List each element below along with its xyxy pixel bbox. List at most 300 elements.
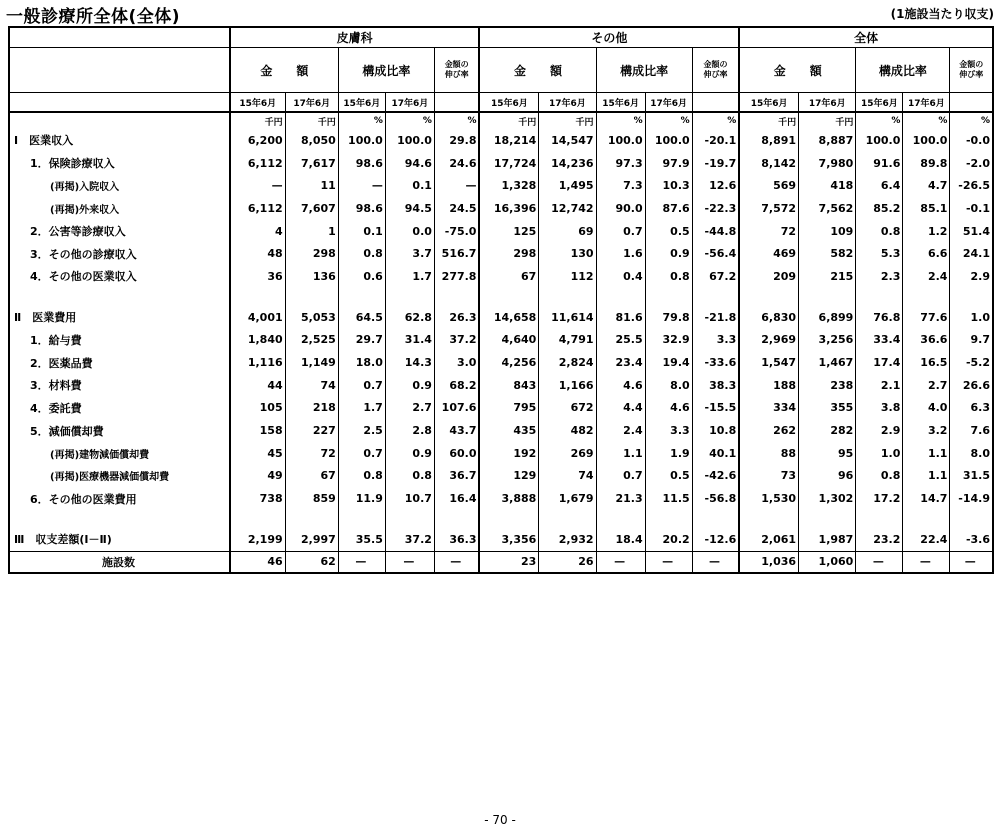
- growth-header-line: 伸び率: [703, 70, 728, 79]
- value-cell: 43.7: [434, 419, 479, 442]
- value-cell: [596, 510, 645, 528]
- value-cell: 24.6: [434, 152, 479, 175]
- value-cell: [230, 510, 285, 528]
- value-cell: 8,050: [285, 129, 338, 152]
- period-header: 15年6月: [739, 93, 798, 113]
- value-cell: 192: [479, 442, 538, 465]
- value-cell: -14.9: [950, 487, 993, 510]
- value-cell: 1.1: [903, 442, 950, 465]
- ratio-header: 構成比率: [596, 48, 692, 93]
- value-cell: 1,840: [230, 329, 285, 352]
- value-cell: [645, 288, 692, 306]
- value-cell: 0.4: [596, 265, 645, 288]
- value-cell: 1: [285, 220, 338, 243]
- corner-cell: [9, 27, 230, 48]
- value-cell: 100.0: [645, 129, 692, 152]
- value-cell: 1.6: [596, 242, 645, 265]
- value-cell: 227: [285, 419, 338, 442]
- value-cell: 18.4: [596, 528, 645, 551]
- value-cell: 100.0: [596, 129, 645, 152]
- value-cell: 4.0: [903, 397, 950, 420]
- value-cell: 29.7: [338, 329, 385, 352]
- value-cell: 0.9: [385, 442, 434, 465]
- value-cell: 6,112: [230, 152, 285, 175]
- value-cell: 469: [739, 242, 798, 265]
- value-cell: [645, 510, 692, 528]
- value-cell: 3,356: [479, 528, 538, 551]
- period-header: 15年6月: [856, 93, 903, 113]
- value-cell: 97.9: [645, 152, 692, 175]
- value-cell: [539, 288, 596, 306]
- value-cell: 85.1: [903, 197, 950, 220]
- value-cell: 9.7: [950, 329, 993, 352]
- value-cell: 98.6: [338, 152, 385, 175]
- value-cell: 8,142: [739, 152, 798, 175]
- value-cell: 7.6: [950, 419, 993, 442]
- page-number: - 70 -: [484, 813, 516, 827]
- income-expense-table: [8, 26, 994, 574]
- value-cell: 136: [285, 265, 338, 288]
- table-row: [9, 242, 993, 265]
- value-cell: 85.2: [856, 197, 903, 220]
- table-row: [9, 329, 993, 352]
- value-cell: 17,724: [479, 152, 538, 175]
- value-cell: 0.7: [596, 465, 645, 488]
- value-cell: 35.5: [338, 528, 385, 551]
- unit-cell: %: [434, 112, 479, 129]
- value-cell: 48: [230, 242, 285, 265]
- value-cell: 6.3: [950, 397, 993, 420]
- value-cell: [799, 288, 856, 306]
- row-label: [9, 288, 230, 306]
- value-cell: 0.9: [645, 242, 692, 265]
- value-cell: 6.6: [903, 242, 950, 265]
- value-cell: 3,256: [799, 329, 856, 352]
- value-cell: —: [434, 174, 479, 197]
- value-cell: 40.1: [692, 442, 739, 465]
- value-cell: 76.8: [856, 306, 903, 329]
- unit-cell: 千円: [539, 112, 596, 129]
- value-cell: 12.6: [692, 174, 739, 197]
- value-cell: 36.3: [434, 528, 479, 551]
- value-cell: 158: [230, 419, 285, 442]
- value-cell: -15.5: [692, 397, 739, 420]
- value-cell: 98.6: [338, 197, 385, 220]
- value-cell: 4.7: [903, 174, 950, 197]
- value-cell: 10.7: [385, 487, 434, 510]
- table-row: [9, 374, 993, 397]
- value-cell: 36.7: [434, 465, 479, 488]
- value-cell: 26.6: [950, 374, 993, 397]
- footer-cell: —: [434, 551, 479, 573]
- value-cell: 215: [799, 265, 856, 288]
- value-cell: 435: [479, 419, 538, 442]
- value-cell: 795: [479, 397, 538, 420]
- value-cell: 1.7: [338, 397, 385, 420]
- unit-cell: 千円: [285, 112, 338, 129]
- value-cell: 2.9: [950, 265, 993, 288]
- value-cell: 94.5: [385, 197, 434, 220]
- value-cell: -33.6: [692, 351, 739, 374]
- value-cell: 1,328: [479, 174, 538, 197]
- value-cell: 1,166: [539, 374, 596, 397]
- period-header: 17年6月: [285, 93, 338, 113]
- value-cell: 100.0: [856, 129, 903, 152]
- amount-header: 金 額: [479, 48, 596, 93]
- value-cell: [434, 510, 479, 528]
- value-cell: 5,053: [285, 306, 338, 329]
- value-cell: -20.1: [692, 129, 739, 152]
- value-cell: 0.8: [338, 242, 385, 265]
- value-cell: 418: [799, 174, 856, 197]
- value-cell: [692, 288, 739, 306]
- value-cell: -3.6: [950, 528, 993, 551]
- value-cell: 0.1: [338, 220, 385, 243]
- value-cell: 1,149: [285, 351, 338, 374]
- value-cell: 87.6: [645, 197, 692, 220]
- value-cell: 1,679: [539, 487, 596, 510]
- value-cell: 1,467: [799, 351, 856, 374]
- value-cell: 1.1: [903, 465, 950, 488]
- footer-cell: 46: [230, 551, 285, 573]
- value-cell: 4.6: [596, 374, 645, 397]
- table-row: [9, 528, 993, 551]
- value-cell: 8,887: [799, 129, 856, 152]
- value-cell: 49: [230, 465, 285, 488]
- value-cell: 3.0: [434, 351, 479, 374]
- value-cell: 67: [479, 265, 538, 288]
- value-cell: [856, 510, 903, 528]
- unit-cell: 千円: [799, 112, 856, 129]
- value-cell: 0.8: [856, 220, 903, 243]
- value-cell: 8.0: [645, 374, 692, 397]
- value-cell: 188: [739, 374, 798, 397]
- value-cell: 738: [230, 487, 285, 510]
- value-cell: 73: [739, 465, 798, 488]
- value-cell: 67.2: [692, 265, 739, 288]
- value-cell: 2.7: [385, 397, 434, 420]
- value-cell: 3,888: [479, 487, 538, 510]
- value-cell: 72: [285, 442, 338, 465]
- footer-cell: 23: [479, 551, 538, 573]
- value-cell: 2.8: [385, 419, 434, 442]
- corner-cell: [9, 93, 230, 113]
- value-cell: -26.5: [950, 174, 993, 197]
- footer-cell: —: [692, 551, 739, 573]
- footer-cell: —: [856, 551, 903, 573]
- value-cell: 10.8: [692, 419, 739, 442]
- ratio-header: 構成比率: [856, 48, 950, 93]
- row-label: 3．その他の診療収入: [9, 242, 230, 265]
- row-label: (再掲)外来収入: [9, 197, 230, 220]
- value-cell: 33.4: [856, 329, 903, 352]
- value-cell: 859: [285, 487, 338, 510]
- value-cell: 1,530: [739, 487, 798, 510]
- value-cell: 96: [799, 465, 856, 488]
- footer-cell: —: [385, 551, 434, 573]
- unit-cell: 千円: [739, 112, 798, 129]
- value-cell: [338, 510, 385, 528]
- footer-cell: 62: [285, 551, 338, 573]
- value-cell: 17.2: [856, 487, 903, 510]
- header-row-periods: [9, 93, 993, 113]
- page-title: 一般診療所全体(全体): [6, 7, 181, 27]
- table-row: [9, 288, 993, 306]
- table-row: [9, 510, 993, 528]
- footer-cell: —: [950, 551, 993, 573]
- value-cell: 298: [285, 242, 338, 265]
- value-cell: 89.8: [903, 152, 950, 175]
- value-cell: —: [230, 174, 285, 197]
- row-label: Ⅰ 医業収入: [9, 129, 230, 152]
- growth-period-cell: [950, 93, 993, 113]
- value-cell: 74: [285, 374, 338, 397]
- value-cell: 262: [739, 419, 798, 442]
- value-cell: -21.8: [692, 306, 739, 329]
- value-cell: 1,987: [799, 528, 856, 551]
- table-row: [9, 351, 993, 374]
- value-cell: 516.7: [434, 242, 479, 265]
- table-row: [9, 129, 993, 152]
- row-label: 4．委託費: [9, 397, 230, 420]
- value-cell: -42.6: [692, 465, 739, 488]
- growth-header-line: 金額の: [444, 60, 469, 69]
- value-cell: [799, 510, 856, 528]
- value-cell: 62.8: [385, 306, 434, 329]
- value-cell: [903, 510, 950, 528]
- value-cell: 0.9: [385, 374, 434, 397]
- period-header: 15年6月: [479, 93, 538, 113]
- footer-cell: 26: [539, 551, 596, 573]
- value-cell: 0.7: [338, 374, 385, 397]
- table-row: [9, 265, 993, 288]
- value-cell: 282: [799, 419, 856, 442]
- value-cell: 3.2: [903, 419, 950, 442]
- value-cell: 14.7: [903, 487, 950, 510]
- value-cell: 130: [539, 242, 596, 265]
- value-cell: 79.8: [645, 306, 692, 329]
- value-cell: 97.3: [596, 152, 645, 175]
- value-cell: [285, 510, 338, 528]
- value-cell: 7,572: [739, 197, 798, 220]
- growth-period-cell: [692, 93, 739, 113]
- table-row: [9, 197, 993, 220]
- value-cell: 22.4: [903, 528, 950, 551]
- unit-cell: %: [950, 112, 993, 129]
- value-cell: 1.0: [856, 442, 903, 465]
- value-cell: 95: [799, 442, 856, 465]
- footer-cell: 1,036: [739, 551, 798, 573]
- value-cell: 14,236: [539, 152, 596, 175]
- value-cell: 36.6: [903, 329, 950, 352]
- value-cell: 10.3: [645, 174, 692, 197]
- growth-header-line: 金額の: [959, 60, 984, 69]
- value-cell: 2.1: [856, 374, 903, 397]
- value-cell: -44.8: [692, 220, 739, 243]
- value-cell: 0.8: [338, 465, 385, 488]
- value-cell: [285, 288, 338, 306]
- value-cell: 8,891: [739, 129, 798, 152]
- value-cell: 31.5: [950, 465, 993, 488]
- row-label: 6．その他の医業費用: [9, 487, 230, 510]
- value-cell: 277.8: [434, 265, 479, 288]
- table-row: [9, 397, 993, 420]
- value-cell: [434, 288, 479, 306]
- value-cell: 4,256: [479, 351, 538, 374]
- row-label: 1．給与費: [9, 329, 230, 352]
- value-cell: 0.8: [856, 465, 903, 488]
- period-header: 15年6月: [230, 93, 285, 113]
- value-cell: 2.7: [903, 374, 950, 397]
- value-cell: 36: [230, 265, 285, 288]
- value-cell: 14,658: [479, 306, 538, 329]
- table-row: [9, 465, 993, 488]
- value-cell: 2.3: [856, 265, 903, 288]
- value-cell: 1.9: [645, 442, 692, 465]
- value-cell: 14.3: [385, 351, 434, 374]
- amount-header: 金 額: [739, 48, 856, 93]
- table-row: [9, 306, 993, 329]
- value-cell: 109: [799, 220, 856, 243]
- header-row-subheaders: [9, 48, 993, 93]
- unit-cell: %: [645, 112, 692, 129]
- value-cell: -56.8: [692, 487, 739, 510]
- value-cell: 16,396: [479, 197, 538, 220]
- value-cell: 1.7: [385, 265, 434, 288]
- value-cell: 72: [739, 220, 798, 243]
- row-label: 4．その他の医業収入: [9, 265, 230, 288]
- row-label: [9, 510, 230, 528]
- value-cell: -19.7: [692, 152, 739, 175]
- value-cell: 0.7: [596, 220, 645, 243]
- value-cell: 6.4: [856, 174, 903, 197]
- value-cell: 11,614: [539, 306, 596, 329]
- value-cell: —: [338, 174, 385, 197]
- value-cell: 1.2: [903, 220, 950, 243]
- value-cell: 2,525: [285, 329, 338, 352]
- value-cell: [479, 510, 538, 528]
- period-header: 17年6月: [645, 93, 692, 113]
- value-cell: 81.6: [596, 306, 645, 329]
- value-cell: 112: [539, 265, 596, 288]
- ratio-header: 構成比率: [338, 48, 434, 93]
- value-cell: 88: [739, 442, 798, 465]
- value-cell: 2.9: [856, 419, 903, 442]
- value-cell: 24.1: [950, 242, 993, 265]
- value-cell: 0.7: [338, 442, 385, 465]
- row-label: 2．公害等診療収入: [9, 220, 230, 243]
- value-cell: 16.5: [903, 351, 950, 374]
- period-header: 15年6月: [596, 93, 645, 113]
- value-cell: -2.0: [950, 152, 993, 175]
- table-row: [9, 152, 993, 175]
- value-cell: 298: [479, 242, 538, 265]
- value-cell: 100.0: [338, 129, 385, 152]
- value-cell: 23.2: [856, 528, 903, 551]
- value-cell: 2.5: [338, 419, 385, 442]
- value-cell: 8.0: [950, 442, 993, 465]
- value-cell: 100.0: [385, 129, 434, 152]
- unit-cell: 千円: [230, 112, 285, 129]
- value-cell: -0.1: [950, 197, 993, 220]
- value-cell: 4,640: [479, 329, 538, 352]
- row-label: (再掲)建物減価償却費: [9, 442, 230, 465]
- value-cell: 90.0: [596, 197, 645, 220]
- value-cell: 1,495: [539, 174, 596, 197]
- value-cell: 2.4: [596, 419, 645, 442]
- value-cell: 6,200: [230, 129, 285, 152]
- corner-cell: [9, 48, 230, 93]
- header-row-groups: [9, 27, 993, 48]
- value-cell: 1,116: [230, 351, 285, 374]
- value-cell: 64.5: [338, 306, 385, 329]
- value-cell: 1.1: [596, 442, 645, 465]
- growth-header-line: 金額の: [703, 60, 728, 69]
- value-cell: [739, 288, 798, 306]
- facility-count-row: [9, 551, 993, 573]
- growth-header-line: 伸び率: [959, 70, 984, 79]
- value-cell: 17.4: [856, 351, 903, 374]
- row-label: Ⅲ 収支差額(Ⅰ－Ⅱ): [9, 528, 230, 551]
- value-cell: [950, 510, 993, 528]
- value-cell: 2,997: [285, 528, 338, 551]
- value-cell: 7,562: [799, 197, 856, 220]
- value-cell: 334: [739, 397, 798, 420]
- value-cell: 4,791: [539, 329, 596, 352]
- value-cell: 129: [479, 465, 538, 488]
- value-cell: 12,742: [539, 197, 596, 220]
- period-header: 17年6月: [385, 93, 434, 113]
- value-cell: [539, 510, 596, 528]
- value-cell: [338, 288, 385, 306]
- value-cell: 51.4: [950, 220, 993, 243]
- value-cell: 6,112: [230, 197, 285, 220]
- value-cell: 2,824: [539, 351, 596, 374]
- unit-cell: %: [856, 112, 903, 129]
- value-cell: 7,617: [285, 152, 338, 175]
- period-header: 17年6月: [539, 93, 596, 113]
- period-header: 17年6月: [799, 93, 856, 113]
- row-label: [9, 112, 230, 129]
- value-cell: 26.3: [434, 306, 479, 329]
- value-cell: 38.3: [692, 374, 739, 397]
- value-cell: 0.6: [338, 265, 385, 288]
- value-cell: 3.7: [385, 242, 434, 265]
- value-cell: 24.5: [434, 197, 479, 220]
- unit-cell: 千円: [479, 112, 538, 129]
- unit-cell: %: [903, 112, 950, 129]
- table-row: [9, 442, 993, 465]
- value-cell: 44: [230, 374, 285, 397]
- value-cell: 6,899: [799, 306, 856, 329]
- table-row: [9, 487, 993, 510]
- value-cell: 11.9: [338, 487, 385, 510]
- value-cell: 355: [799, 397, 856, 420]
- value-cell: 94.6: [385, 152, 434, 175]
- value-cell: -75.0: [434, 220, 479, 243]
- row-label: 2．医薬品費: [9, 351, 230, 374]
- unit-cell: %: [385, 112, 434, 129]
- value-cell: [596, 288, 645, 306]
- row-label: 1．保険診療収入: [9, 152, 230, 175]
- value-cell: 0.1: [385, 174, 434, 197]
- value-cell: 16.4: [434, 487, 479, 510]
- value-cell: [385, 288, 434, 306]
- value-cell: 23.4: [596, 351, 645, 374]
- value-cell: [950, 288, 993, 306]
- value-cell: 1.0: [950, 306, 993, 329]
- footer-cell: —: [903, 551, 950, 573]
